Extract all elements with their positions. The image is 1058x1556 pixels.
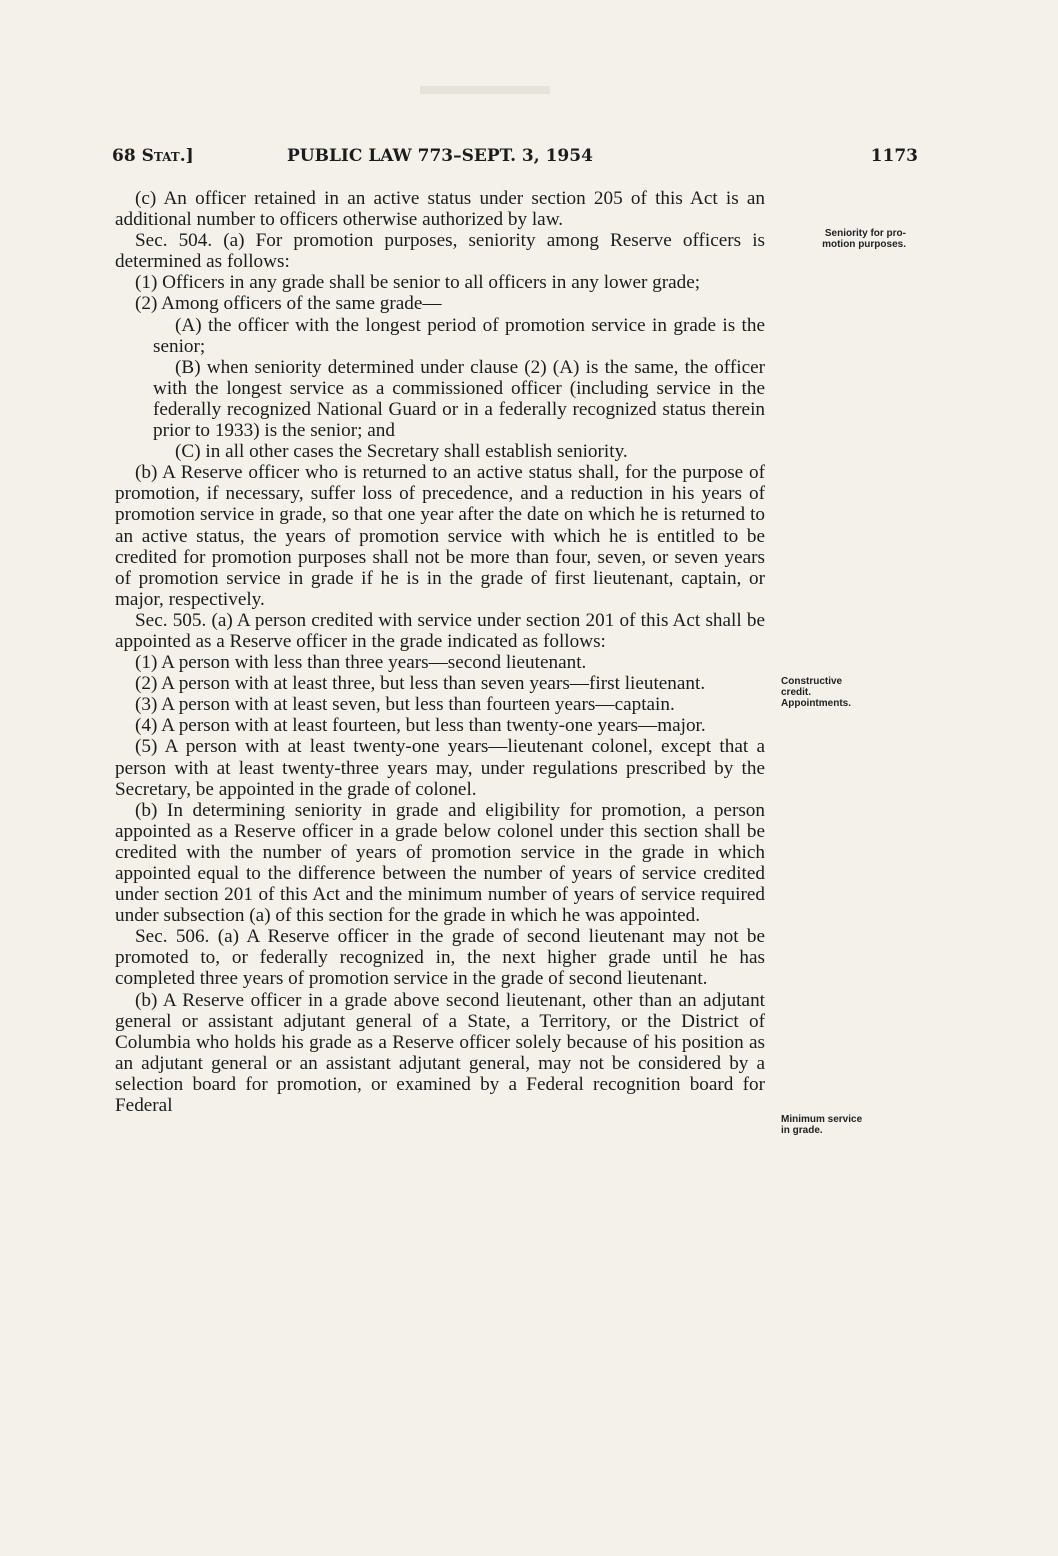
- paragraph: (3) A person with at least seven, but less than fourteen years—captain.: [135, 694, 675, 716]
- section-506-paragraph: Sec. 506. (a) A Reserve officer in the grade of second lieutenant may not be promoted to, or federally recognized in, the next higher grade until he has completed three years of promotion service in the grade of second lieutenant.: [115, 926, 765, 990]
- bleed-through-mark: [420, 86, 550, 94]
- section-505-paragraph: Sec. 505. (a) A person credited with service under section 201 of this Act shall be appointed as a Reserve officer in the grade indicated as follows:: [115, 609, 765, 652]
- sub-clause: (A) the officer with the longest period of promotion service in grade is the senior;: [153, 314, 765, 357]
- margin-note-seniority: [776, 228, 906, 250]
- paragraph: (b) A Reserve officer who is returned to an active status shall, for the purpose of promotion, if necessary, suffer loss of precedence, and a reduction in his years of promotion service in grade, so that one year after the date on which he is returned to an active status, the years of promotion service with which he is entitled to be credited for promotion purposes shall not be more than four, seven, or seven years of promotion service in grade if he is in the grade of first lieutenant, captain, or major, respectively.: [115, 462, 765, 610]
- paragraph: (1) Officers in any grade shall be senior to all officers in any lower grade;: [135, 272, 701, 294]
- volume-reference: 68 Stat.]: [112, 146, 194, 166]
- paragraph: (2) A person with at least three, but less than seven years—first lieutenant.: [135, 673, 706, 695]
- paragraph: (1) A person with less than three years—second lieutenant.: [135, 652, 587, 674]
- paragraph: (b) In determining seniority in grade and eligibility for promotion, a person appointed as a Reserve officer in a grade below colonel under this section shall be credited with the number of years of promotion service in the grade in which appointed equal to the difference between the number of years of service credited under section 201 of this Act and the minimum number of years of service required under subsection (a) of this section for the grade in which he was appointed.: [115, 799, 765, 927]
- law-title: PUBLIC LAW 773–SEPT. 3, 1954: [287, 146, 593, 166]
- statute-body: [115, 188, 765, 1116]
- paragraph: (c) An officer retained in an active status under section 205 of this Act is an additional number to officers otherwise authorized by law.: [115, 188, 765, 231]
- margin-note-constructive-credit: [781, 676, 921, 709]
- running-header: [112, 146, 918, 170]
- paragraph: (5) A person with at least twenty-one years—lieutenant colonel, except that a person with at least twenty-three years may, under regulations prescribed by the Secretary, be appointed in the grade of colonel.: [115, 736, 765, 800]
- sub-clause: (C) in all other cases the Secretary shall establish seniority.: [175, 441, 628, 463]
- margin-note-text: Minimum service in grade.: [781, 1114, 863, 1136]
- margin-note-text: Constructive credit. Appointments.: [781, 676, 851, 709]
- margin-note-minimum-service: [781, 1114, 921, 1136]
- paragraph: (4) A person with at least fourteen, but less than twenty-one years—major.: [135, 715, 706, 737]
- sub-clause: (B) when seniority determined under clause (2) (A) is the same, the officer with the longest service as a commissioned officer (including service in the federally recognized National Guard or in a federally recognized status therein prior to 1933) is the senior; and: [153, 356, 765, 442]
- paragraph: (2) Among officers of the same grade—: [135, 293, 442, 315]
- section-504-paragraph: Sec. 504. (a) For promotion purposes, seniority among Reserve officers is determined as follows:: [115, 230, 765, 273]
- margin-note-text: Seniority for pro- motion purposes.: [822, 228, 906, 250]
- paragraph: (b) A Reserve officer in a grade above second lieutenant, other than an adjutant general or assistant adjutant general of a State, a Territory, or the District of Columbia who holds his grade as a Reserve officer solely because of his position as an adjutant general or an assistant adjutant general, may not be considered by a selection board for promotion, or examined by a Federal recognition board for Federal: [115, 989, 765, 1117]
- page-number: 1173: [870, 146, 918, 166]
